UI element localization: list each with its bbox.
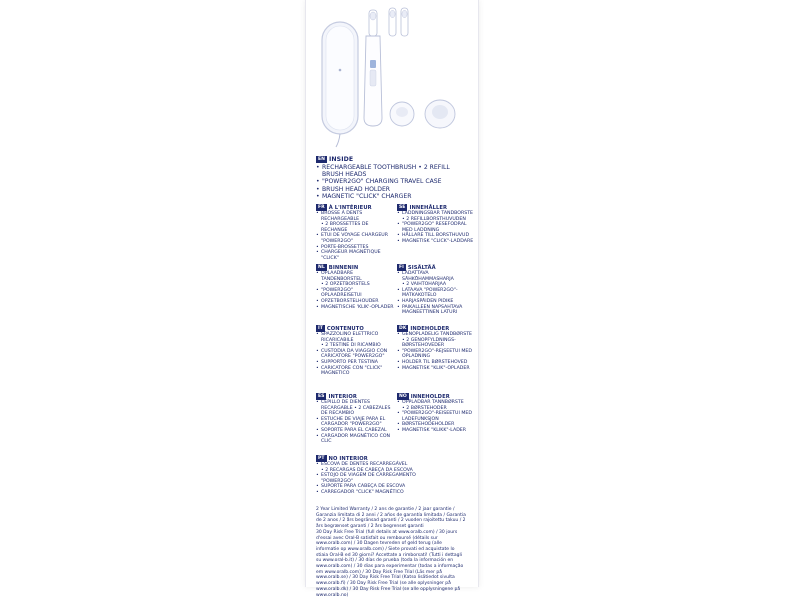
lang-code-no: NO <box>399 394 407 399</box>
list-item: • "POWER2GO"-REISEETUI MED LADEFUNKSJON <box>397 411 475 422</box>
section-title-it: CONTENUTO <box>326 325 364 332</box>
section-title-fr: À L'INTÉRIEUR <box>328 204 372 211</box>
lang-code-pt: PT <box>318 456 325 461</box>
section-title-en: INSIDE <box>328 156 354 163</box>
contents-list-pt <box>316 462 446 496</box>
section-header-nl <box>316 264 358 271</box>
magnetic-charger-image <box>425 100 455 128</box>
list-item: • SUPORTE PARA CABEÇA DE ESCOVA <box>316 484 446 490</box>
contents-list-es <box>316 400 394 445</box>
list-item: • CARGADOR MAGNÉTICO CON CLIC <box>316 434 394 445</box>
travel-case-image <box>322 22 358 147</box>
list-item: • CEPILLO DE DIENTES RECARGABLE • 2 CABEZALES DE RECAMBIO <box>316 400 394 417</box>
contents-list-fi <box>397 271 475 316</box>
list-item: • ETUI DE VOYAGE CHARGEUR "POWER2GO" <box>316 233 394 244</box>
list-item: • CHARGEUR MAGNÉTIQUE "CLICK" <box>316 250 394 261</box>
section-header-es <box>316 393 357 400</box>
list-item: • "POWER2GO" OPLAADREISETUI <box>316 288 394 299</box>
section-title-se: INNEHÅLLER <box>409 204 448 211</box>
list-item: • OPZETBORSTELHOUDER <box>316 299 394 305</box>
list-item: • LADATTAVA SÄHKÖHAMMASHARJA • 2 VAIHTOHARJAA <box>397 271 475 288</box>
list-item: • LATAAVA "POWER2GO"-MATKAKOTELO <box>397 288 475 299</box>
list-item: • ESCOVA DE DENTES RECARREGÁVEL • 2 RECARGAS DE CABEÇA DA ESCOVA <box>316 462 446 473</box>
section-header-se <box>397 204 447 211</box>
list-item: • HOLDER TIL BØRSTEHOVED <box>397 360 475 366</box>
list-item: • SUPPORTO PER TESTINA <box>316 360 394 366</box>
section-header-fr <box>316 204 372 211</box>
list-item: • ESTUCHE DE VIAJE PARA EL CARGADOR "POWER2GO" <box>316 417 394 428</box>
section-header-pt <box>316 455 368 462</box>
list-item: • BROSSE À DENTS RECHARGEABLE • 2 BROSSETTES DE RECHANGE <box>316 211 394 233</box>
list-item: • BRUSH HEAD HOLDER <box>316 186 468 193</box>
contents-list-it <box>316 332 394 377</box>
list-item: • RECHARGEABLE TOOTHBRUSH • 2 REFILL BRUSH HEADS <box>316 164 468 178</box>
refill-brush-heads-image <box>389 8 408 36</box>
brush-head-holder-image <box>390 102 414 126</box>
section-header-it <box>316 325 364 332</box>
contents-list-no <box>397 400 475 434</box>
lang-code-en: EN <box>318 157 325 162</box>
section-title-no: INNEHOLDER <box>410 393 450 400</box>
contents-list-en <box>316 164 468 200</box>
contents-list-fr <box>316 211 394 261</box>
section-title-nl: BINNENIN <box>328 264 359 271</box>
lang-code-es: ES <box>318 394 325 399</box>
lang-code-fr: FR <box>318 205 325 210</box>
list-item: • MAGNETISCHE 'KLIK'-OPLADER <box>316 305 394 311</box>
packaging-panel <box>305 0 479 598</box>
lang-code-se: SE <box>399 205 406 210</box>
list-item: • HARJASPÄIDEN PIDIKE <box>397 299 475 305</box>
list-item: • SPAZZOLINO ELETTRICO RICARICABILE • 2 TESTINE DI RICAMBIO <box>316 332 394 349</box>
section-header-en <box>316 156 353 163</box>
list-item: • OPPLADBAR TANNBØRSTE • 2 BØRSTEHODER <box>397 400 475 411</box>
list-item: • MAGNETISK "KLIK"-OPLADER <box>397 366 475 372</box>
toothbrush-image <box>364 10 382 126</box>
section-header-no <box>397 393 450 400</box>
lang-code-fi: FI <box>399 265 404 270</box>
section-title-es: INTERIOR <box>328 393 357 400</box>
list-item: • LADDNINGSBAR TANDBORSTE • 2 REFILLBORSTHUVUDEN <box>397 211 475 222</box>
list-item: • MAGNETISK "KLIKK"-LADER <box>397 428 475 434</box>
list-item: • "POWER2GO" RESEFODRAL MED LADDNING <box>397 222 475 233</box>
lang-code-it: IT <box>318 326 323 331</box>
list-item: • HÅLLARE TILL BORSTHUVUD <box>397 233 475 239</box>
lang-code-nl: NL <box>318 265 325 270</box>
product-photo <box>306 0 478 150</box>
list-item: • CARICATORE CON "CLICK" MAGNETICO <box>316 366 394 377</box>
list-item: • ESTOJO DE VIAGEM DE CARREGAMENTO "POWER2GO" <box>316 473 446 484</box>
section-title-dk: INDEHOLDER <box>410 325 450 332</box>
section-title-pt: NO INTERIOR <box>328 455 368 462</box>
section-title-fi: SISÄLTÄÄ <box>407 264 436 271</box>
list-item: • SOPORTE PARA EL CABEZAL <box>316 428 394 434</box>
lang-code-dk: DK <box>399 326 407 331</box>
list-item: • "POWER2GO"-REJSEETUI MED OPLADNING <box>397 349 475 360</box>
contents-list-dk <box>397 332 475 371</box>
section-header-fi <box>397 264 436 271</box>
list-item: • GENOPLADELIG TANDBØRSTE • 2 GENOPFYLDNINGS-BØRSTEHOVEDER <box>397 332 475 349</box>
list-item: • PORTE-BROSSETTES <box>316 245 394 251</box>
list-item: • MAGNETIC "CLICK" CHARGER <box>316 193 468 200</box>
contents-list-se <box>397 211 475 245</box>
list-item: • CUSTODIA DA VIAGGIO CON CARICATORE "POWER2GO" <box>316 349 394 360</box>
list-item: • MAGNETISK "CLICK"-LADDARE <box>397 239 475 245</box>
list-item: • CARREGADOR "CLICK" MAGNÉTICO <box>316 490 446 496</box>
section-header-dk <box>397 325 449 332</box>
warranty-text: 2 Year Limited Warranty / 2 ans de garantie / 2 jaar garantie / Garanzia limitata di 2 anni / 2 años de garantía limitada / Garantia de 2 anos / 2 års begränsad garanti / 2 vuoden rajoitettu takuu / 2 års begrænset garanti / 2 års begrenset garanti 30 Day Risk Free Trial (full details at www.oralb.com) / 30 jours d'essai avec Oral-B satisfait ou remboursé (détails sur www.oralb.com) / 30 Dagen tevreden of geld terug (alle informatie op www.oralb.com) / Siete provati ed acquistate lo stiaia Oral-B ed 30 giorni? Accettate a rimborsati! (Tutti i dettagli su www.oral-b.it) / 30 días de prueba (toda la información en www.oralb.com) / 30 dias para experimentar (todas a informação em www.oralb.com) / 30 Day Risk Free Trial (Läs mer på www.oralb.se) / 30 Day Risk Free Trial (Katso lisätiedot sivulta www.oralb.fi) / 30 Day Risk Free Trial (se alle oplysninger på www.oralb.dk) / 30 Day Risk Free Trial (se alle opplysningene på www.oralb.no) <box>316 507 466 598</box>
list-item: • PAIKALLEEN NAPSAHTAVA MAGNEETTINEN LATURI <box>397 305 475 316</box>
contents-list-nl <box>316 271 394 310</box>
list-item: • OPLAADBARE TANDENBORSTEL • 2 OPZETBORSTELS <box>316 271 394 288</box>
list-item: • BØRSTEHODEHOLDER <box>397 422 475 428</box>
list-item: • "POWER2GO" CHARGING TRAVEL CASE <box>316 178 468 185</box>
